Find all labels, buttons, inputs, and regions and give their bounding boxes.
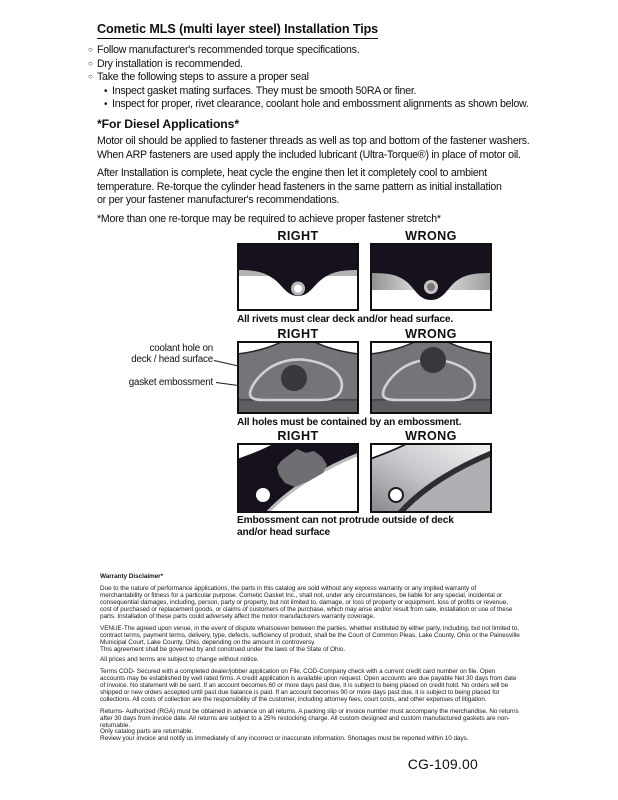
open-bullet-icon: ○ — [88, 45, 93, 54]
warranty-disclaimer-heading: Warranty Disclaimer* — [100, 573, 164, 580]
sub-bullet-item — [104, 98, 529, 110]
warranty-paragraph: Due to the nature of performance applications, the parts in this catalog are sold without any express warranty or any implied warranty of merchantability or fitness for a particular purpose. Cometic Gasket Inc., shall not, under any circumstances, be liable for any special, incidental or consequential damages, including, person, party or property, but not limited to, damage, or loss of property or equipment, loss of profits or revenue, cost of purchased or replacement goods, or claims of customers of the purchase, which may arise and/or result from sale, installation or use of these parts. Installation of these parts could adversely affect the motor manufacturers warranty coverage. — [100, 585, 513, 620]
figure2-right-label: RIGHT — [277, 327, 319, 341]
rivet-right-diagram — [237, 243, 359, 316]
diesel-para1-line: When ARP fasteners are used apply the included lubricant (Ultra-Torque®) in place of motor oil. — [97, 148, 521, 161]
retorque-note: *More than one re-torque may be required to achieve proper fastener stretch* — [97, 212, 441, 225]
bullet-item — [88, 71, 309, 83]
embossment-right-diagram — [237, 341, 359, 419]
rivet-wrong-diagram — [370, 243, 492, 316]
page-title: Cometic MLS (multi layer steel) Installation Tips — [97, 22, 378, 39]
open-bullet-icon: ○ — [88, 58, 93, 68]
figure2-wrong-label: WRONG — [405, 327, 457, 341]
diesel-para1-line: Motor oil should be applied to fastener threads as well as top and bottom of the fastener washers. — [97, 135, 530, 147]
bullet-text: Inspect gasket mating surfaces. They must be smooth 50RA or finer. — [112, 84, 417, 97]
figure3-wrong-label: WRONG — [405, 429, 457, 443]
protrusion-right-diagram — [237, 443, 359, 518]
gasket-embossment-callout: gasket embossment — [128, 377, 213, 388]
venue-paragraph: VENUE-The agreed upon venue, in the event of dispute whatsoever between the parties, whether instituted by either party, including, but not limited to, contract terms, payment terms, delivery, type, defects, sufficiency of product, shall be the Court of Common Pleas, Lake County, Ohio or the Painesville Municipal Court, Lake County, Ohio, depending on the amount in controversy. This agreement shall be governed by and construed under the laws of the State of Ohio. — [100, 625, 520, 653]
sub-bullet-item — [104, 85, 416, 97]
open-bullet-icon: ○ — [88, 72, 93, 81]
bullet-text: Dry installation is recommended. — [97, 57, 243, 70]
bullet-text: Follow manufacturer's recommended torque specifications. — [97, 44, 360, 56]
diesel-para2-line: After Installation is complete, heat cycle the engine then let it completely cool to ambient — [97, 167, 487, 179]
diesel-section-heading: *For Diesel Applications* — [97, 117, 239, 131]
filled-bullet-icon: • — [104, 99, 108, 110]
bullet-item — [88, 58, 243, 70]
catalog-returns-paragraph: Only catalog parts are returnable. Review your invoice and notify us immediately of any incorrect or inaccurate information. Shortages must be reported within 10 days. — [100, 728, 469, 742]
filled-bullet-icon: • — [104, 85, 108, 97]
terms-cod-paragraph: Terms COD- Secured with a completed dealer/jobber application on File, COD-Company check with a current credit card number on file. Open accounts may be established by well rated firms. A credit application is available upon request. Open accounts are due payable Net 30 days from date of invoice. No statement will be sent. If an account becomes 60 or more days past due, it is subject to being placed on credit hold. No orders will be shipped or new orders accepted until past due balance is paid. If an account becomes 90 or more days past due, it is subject to being placed for collections. All costs of collection are the responsibility of the customer, including attorney fees, court costs, and other expenses of litigation. — [100, 668, 517, 703]
prices-paragraph: All prices and terms are subject to change without notice. — [100, 656, 259, 663]
diesel-para2-line: temperature. Re-torque the cylinder head fasteners in the same pattern as initial installation — [97, 180, 502, 193]
figure2-caption: All holes must be contained by an embossment. — [237, 417, 462, 428]
figure1-caption: All rivets must clear deck and/or head surface. — [237, 314, 453, 325]
coolant-hole-callout: coolant hole on deck / head surface — [131, 343, 213, 366]
figure3-caption: Embossment can not protrude outside of deck and/or head surface — [237, 515, 454, 538]
embossment-wrong-diagram — [370, 341, 492, 419]
figure1-wrong-label: WRONG — [405, 229, 457, 243]
returns-paragraph: Returns- Authorized (RGA) must be obtained in advance on all returns. A packing slip or invoice number must accompany the merchandise. No returns after 30 days from invoice date. All returns are subject to a 25% restocking charge. All custom designed and custom manufactured gaskets are non-returnable. — [100, 708, 519, 729]
bullet-text: Inspect for proper, rivet clearance, coolant hole and embossment alignments as shown below. — [112, 98, 529, 110]
bullet-text: Take the following steps to assure a proper seal — [97, 71, 309, 83]
page-part-number: CG-109.00 — [407, 756, 478, 772]
diesel-para2-line: or per your fastener manufacturer's recommendations. — [97, 194, 340, 206]
bullet-item — [88, 44, 359, 56]
figure3-right-label: RIGHT — [277, 429, 319, 443]
figure1-right-label: RIGHT — [277, 229, 319, 243]
protrusion-wrong-diagram — [370, 443, 492, 518]
